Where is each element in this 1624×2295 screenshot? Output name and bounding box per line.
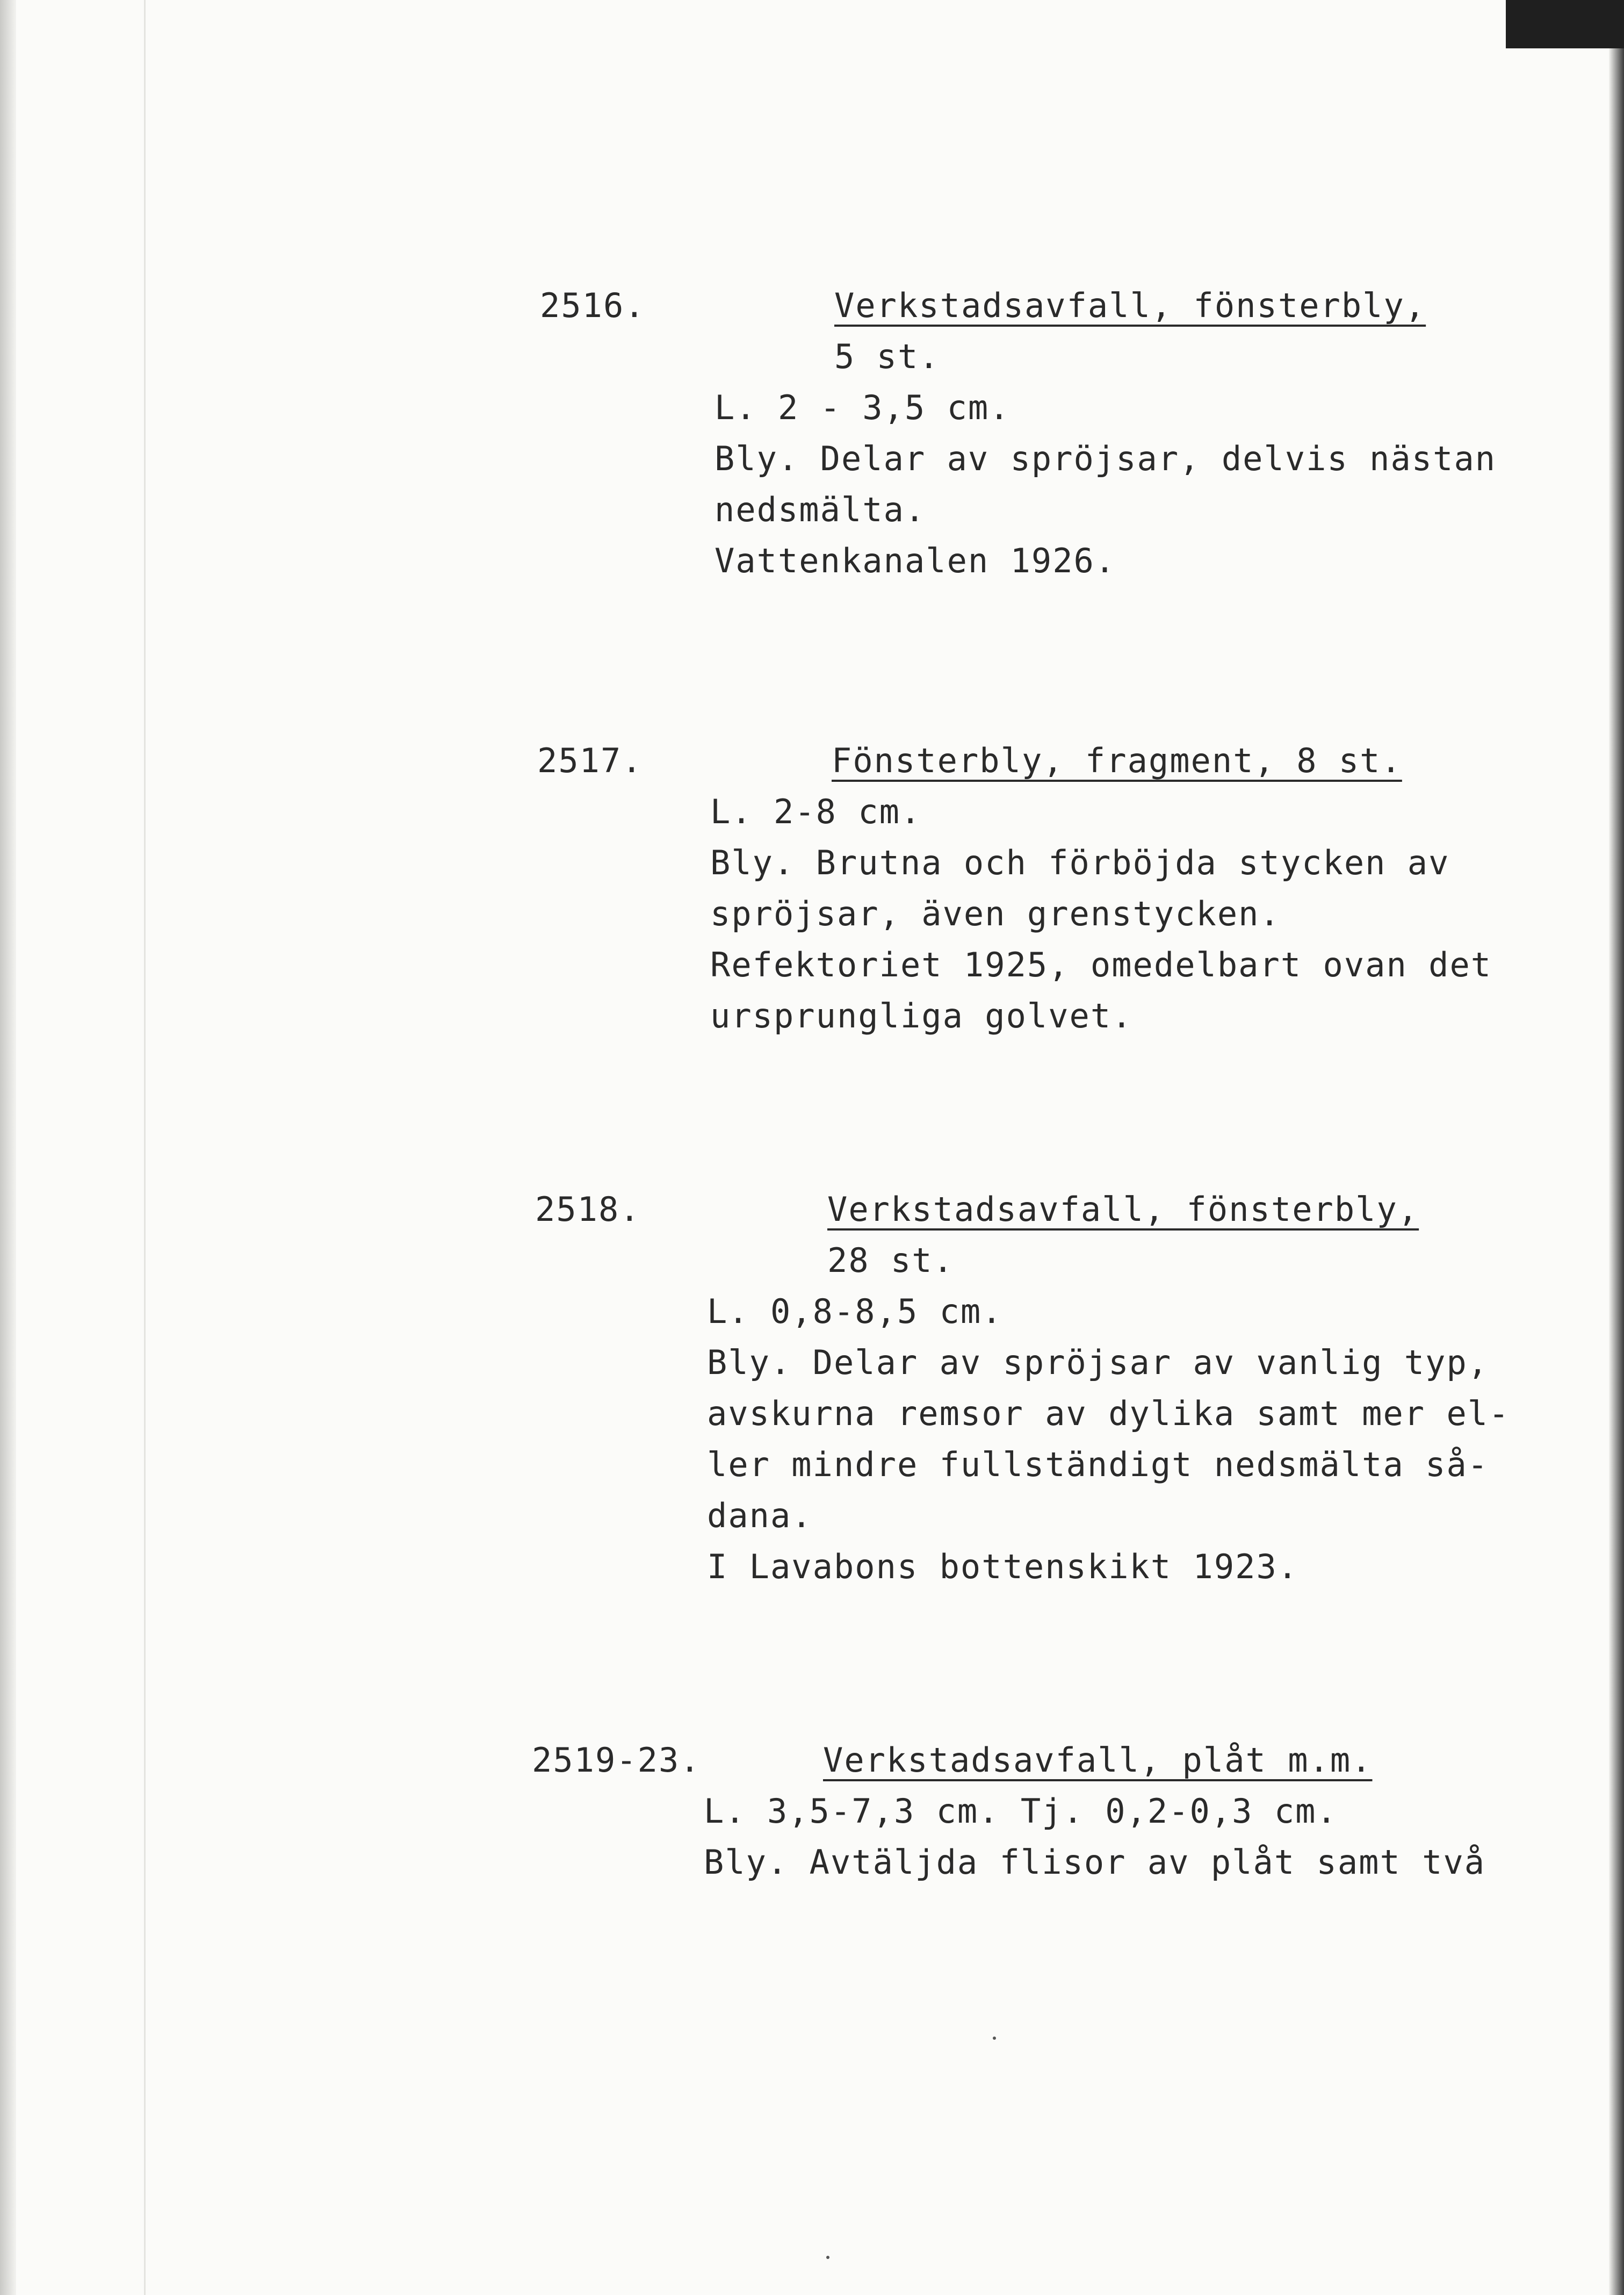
entry-description: ler mindre fullständigt nedsmälta så- bbox=[707, 1445, 1489, 1484]
entry-measurement: L. 3,5-7,3 cm. Tj. 0,2-0,3 cm. bbox=[704, 1792, 1338, 1831]
page-right-edge bbox=[1609, 48, 1624, 2295]
entry-number: 2518. bbox=[535, 1190, 641, 1229]
entry-description: spröjsar, även grenstycken. bbox=[710, 894, 1281, 933]
entry-title: Verkstadsavfall, fönsterbly, bbox=[827, 1190, 1419, 1229]
entry-title: Verkstadsavfall, plåt m.m. bbox=[823, 1740, 1373, 1780]
entry-description: nedsmälta. bbox=[714, 490, 926, 529]
entry-number: 2519-23. bbox=[532, 1740, 701, 1780]
page-corner-tab bbox=[1506, 0, 1624, 48]
entry-description: Bly. Avtäljda flisor av plåt samt två bbox=[704, 1843, 1486, 1882]
entry-description: avskurna remsor av dylika samt mer el- bbox=[707, 1394, 1510, 1433]
entry-findspot: ursprungliga golvet. bbox=[710, 996, 1133, 1035]
entry-title-continued: 28 st. bbox=[827, 1241, 954, 1280]
entry-description: Bly. Delar av spröjsar av vanlig typ, bbox=[707, 1343, 1489, 1382]
entry-description: Bly. Brutna och förböjda stycken av bbox=[710, 843, 1450, 882]
page-fold-line bbox=[144, 0, 146, 2295]
entry-title-continued: 5 st. bbox=[834, 337, 940, 376]
entry-title: Verkstadsavfall, fönsterbly, bbox=[834, 286, 1426, 325]
entry-title: Fönsterbly, fragment, 8 st. bbox=[832, 741, 1402, 780]
entry-measurement: L. 0,8-8,5 cm. bbox=[707, 1292, 1003, 1331]
entry-measurement: L. 2 - 3,5 cm. bbox=[714, 388, 1011, 427]
entry-findspot: Refektoriet 1925, omedelbart ovan det bbox=[710, 945, 1492, 984]
paper-speck bbox=[993, 2037, 996, 2040]
entry-findspot: I Lavabons bottenskikt 1923. bbox=[707, 1547, 1299, 1586]
entry-description: Bly. Delar av spröjsar, delvis nästan bbox=[714, 439, 1497, 478]
entry-number: 2517. bbox=[537, 741, 643, 780]
entry-findspot: Vattenkanalen 1926. bbox=[714, 541, 1116, 580]
entry-measurement: L. 2-8 cm. bbox=[710, 792, 922, 831]
paper-speck bbox=[826, 2256, 829, 2259]
entry-number: 2516. bbox=[540, 286, 646, 325]
entry-description: dana. bbox=[707, 1496, 813, 1535]
page-left-edge bbox=[0, 0, 16, 2295]
